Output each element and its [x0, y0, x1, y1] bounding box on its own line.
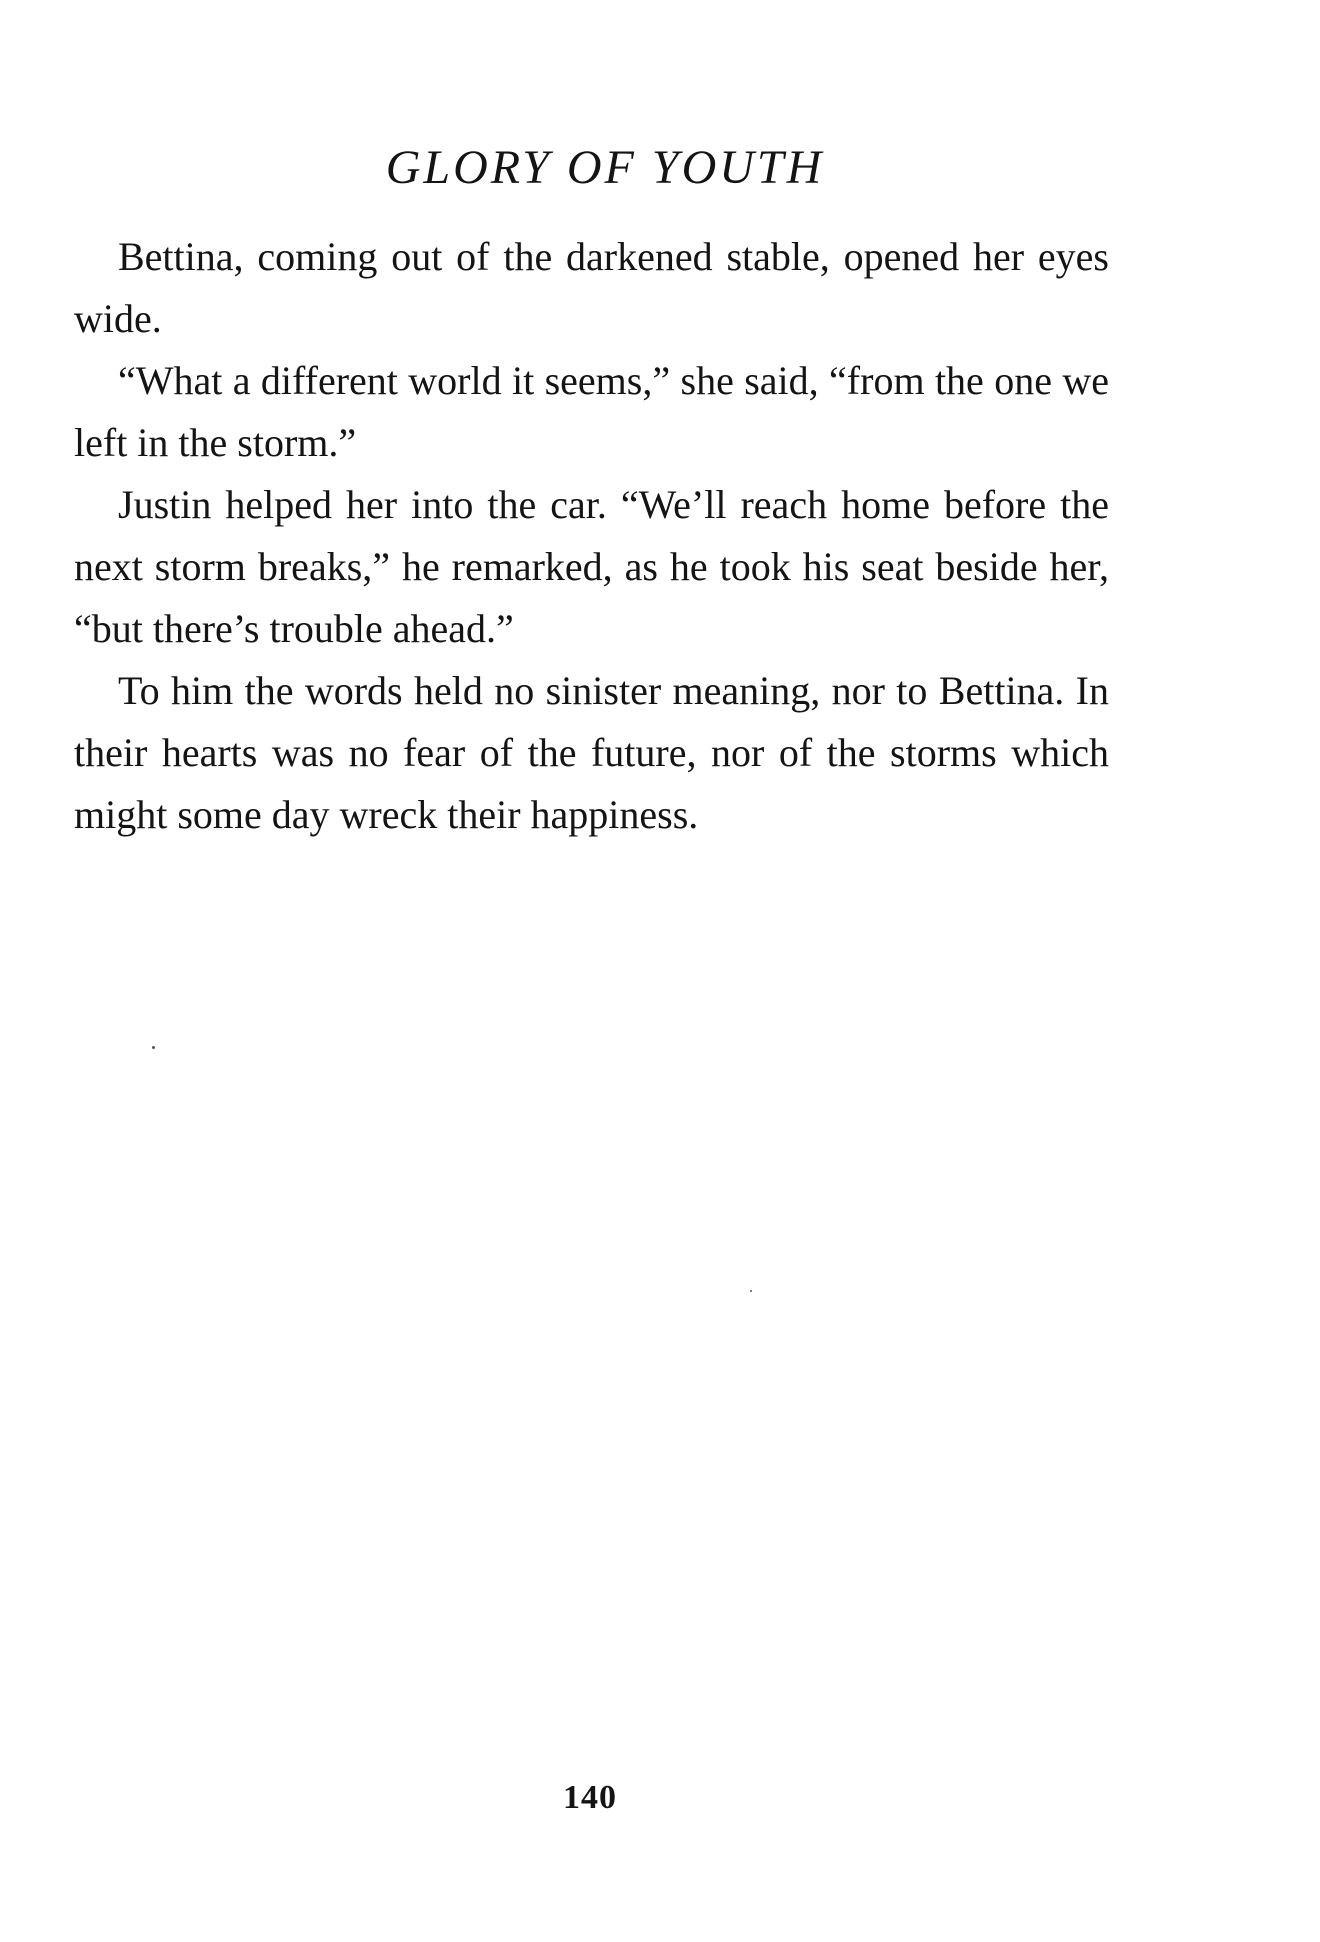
print-speck [750, 1290, 752, 1292]
body-text [74, 226, 1109, 846]
paragraph: To him the words held no sinister meaning, nor to Bettina. In their hearts was no fear of the future, nor of the storms which might some day wreck their happiness. [74, 668, 1109, 837]
page-number: 140 [563, 1779, 617, 1816]
running-head: GLORY OF YOUTH [385, 141, 825, 194]
paragraph: Justin helped her into the car. “We’ll reach home before the next storm breaks,” he remarked, as he took his seat beside her, “but there’s trouble ahead.” [74, 482, 1109, 651]
paragraph: “What a different world it seems,” she said, “from the one we left in the storm.” [74, 358, 1109, 465]
paragraph: Bettina, coming out of the darkened stable, opened her eyes wide. [74, 234, 1109, 341]
print-speck [152, 1046, 155, 1049]
